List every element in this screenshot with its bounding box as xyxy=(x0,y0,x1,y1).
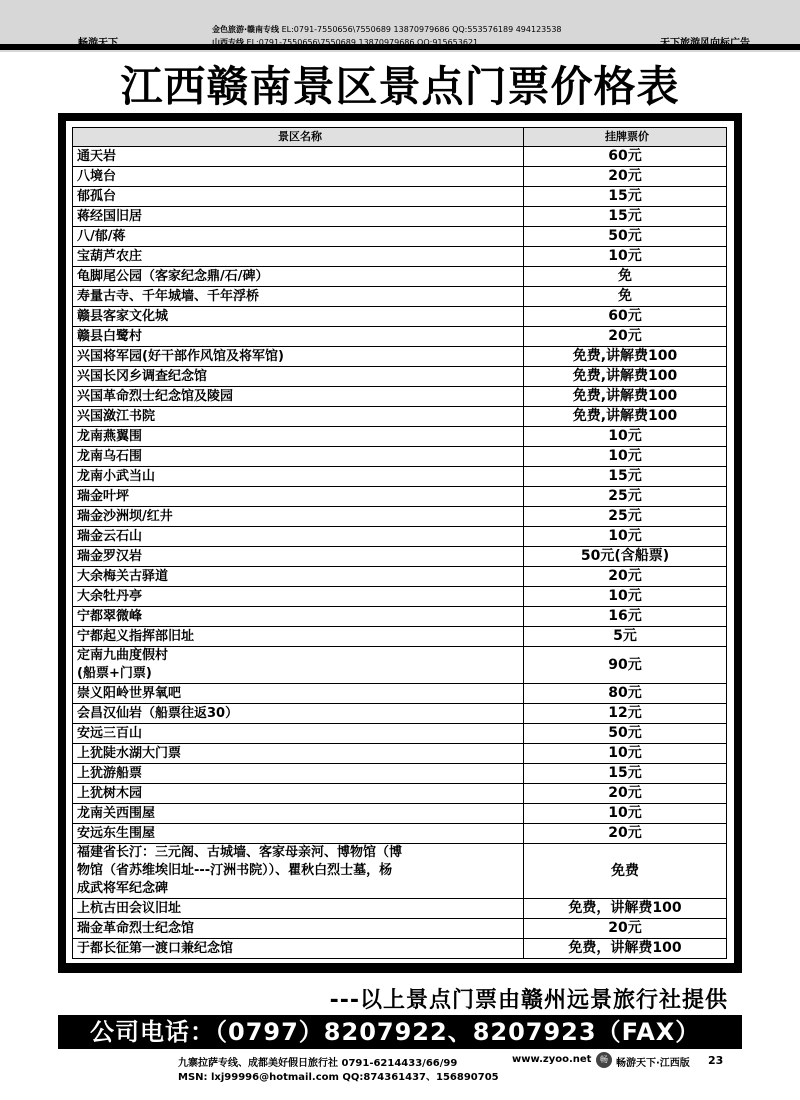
table-row xyxy=(73,684,727,704)
ticket-price: 15元 xyxy=(524,764,727,784)
attraction-name xyxy=(73,939,524,959)
attraction-name-line: 龙南关西围屋 xyxy=(77,805,156,821)
attraction-name-line: 上犹树木园 xyxy=(77,785,143,801)
ticket-price: 50元 xyxy=(524,227,727,247)
table-row xyxy=(73,287,727,307)
table-row xyxy=(73,247,727,267)
price-table-panel xyxy=(66,121,734,963)
attraction-name xyxy=(73,764,524,784)
attraction-name xyxy=(73,227,524,247)
attraction-name-line: 大余牡丹亭 xyxy=(77,588,143,604)
brand-logo-icon: 畅 xyxy=(596,1052,612,1068)
page-title: 江西赣南景区景点门票价格表 xyxy=(60,62,740,112)
ticket-price: 60元 xyxy=(524,147,727,167)
attraction-name-line: 通天岩 xyxy=(77,148,117,164)
table-row xyxy=(73,387,727,407)
footer-website: www.zyoo.net xyxy=(512,1054,592,1065)
ticket-price: 10元 xyxy=(524,247,727,267)
ticket-price: 免 xyxy=(524,267,727,287)
table-row xyxy=(73,899,727,919)
table-row xyxy=(73,784,727,804)
attraction-name-line: 兴国潋江书院 xyxy=(77,408,156,424)
provider-note: ---以上景点门票由赣州远景旅行社提供 xyxy=(329,988,728,1013)
table-row xyxy=(73,919,727,939)
ticket-price: 10元 xyxy=(524,427,727,447)
attraction-name xyxy=(73,547,524,567)
ticket-price: 20元 xyxy=(524,567,727,587)
attraction-name-line: 龙南乌石围 xyxy=(77,448,143,464)
attraction-name-line: 瑞金革命烈士纪念馆 xyxy=(77,920,195,936)
attraction-name-line: 瑞金叶坪 xyxy=(77,488,130,504)
attraction-name xyxy=(73,167,524,187)
attraction-name-line: 蒋经国旧居 xyxy=(77,208,143,224)
price-table-frame xyxy=(58,113,742,973)
column-header-price: 挂牌票价 xyxy=(524,128,727,147)
table-row xyxy=(73,527,727,547)
attraction-name-line: 赣县白鹭村 xyxy=(77,328,143,344)
attraction-name xyxy=(73,527,524,547)
attraction-name xyxy=(73,899,524,919)
attraction-name-line: 安远东生围屋 xyxy=(77,825,156,841)
table-row xyxy=(73,367,727,387)
ticket-price: 50元(含船票) xyxy=(524,547,727,567)
attraction-name-line: 会昌汉仙岩（船票往返30） xyxy=(77,705,239,721)
attraction-name xyxy=(73,347,524,367)
attraction-name xyxy=(73,147,524,167)
attraction-name-line: 福建省长汀：三元阁、古城墙、客家母亲河、博物馆（博 xyxy=(77,845,403,860)
attraction-name xyxy=(73,784,524,804)
attraction-name-line: 龙南燕翼围 xyxy=(77,428,143,444)
footer-contact-line: MSN: lxj99996@hotmail.com QQ:874361437、156890705 xyxy=(178,1072,499,1083)
page-number: 23 xyxy=(708,1054,724,1067)
attraction-name xyxy=(73,744,524,764)
attraction-name-line: 上杭古田会议旧址 xyxy=(77,900,182,916)
attraction-name-line: 兴国革命烈士纪念馆及陵园 xyxy=(77,388,234,404)
ticket-price: 15元 xyxy=(524,207,727,227)
table-row xyxy=(73,407,727,427)
attraction-name xyxy=(73,287,524,307)
attraction-name xyxy=(73,427,524,447)
attraction-name xyxy=(73,567,524,587)
attraction-name-line: 宝葫芦农庄 xyxy=(77,248,143,264)
table-row xyxy=(73,627,727,647)
attraction-name-line: 宁都起义指挥部旧址 xyxy=(77,628,195,644)
ticket-price: 25元 xyxy=(524,487,727,507)
ticket-price: 20元 xyxy=(524,167,727,187)
ticket-price: 10元 xyxy=(524,804,727,824)
attraction-name xyxy=(73,587,524,607)
attraction-name xyxy=(73,487,524,507)
attraction-name xyxy=(73,627,524,647)
attraction-name xyxy=(73,407,524,427)
attraction-name-line: 物馆（省苏维埃旧址---汀洲书院））、瞿秋白烈士墓，杨 xyxy=(77,863,393,878)
ticket-price: 免费，讲解费100 xyxy=(524,899,727,919)
attraction-name-line: 安远三百山 xyxy=(77,725,143,741)
attraction-name-line: 上犹游船票 xyxy=(77,765,143,781)
attraction-name xyxy=(73,647,524,684)
table-header-row xyxy=(73,128,727,147)
attraction-name xyxy=(73,307,524,327)
table-row xyxy=(73,547,727,567)
attraction-name-line: 郁孤台 xyxy=(77,188,117,204)
table-row xyxy=(73,327,727,347)
ticket-price: 免费,讲解费100 xyxy=(524,407,727,427)
column-header-name: 景区名称 xyxy=(73,128,524,147)
contact-text-1: EL:0791-7550656\7550689 13870979686 QQ:553576189 494123538 xyxy=(281,25,562,34)
table-row xyxy=(73,567,727,587)
attraction-name-line: 成武将军纪念碑 xyxy=(77,881,169,896)
attraction-name-line: 定南九曲度假村 xyxy=(77,648,169,663)
ticket-price: 20元 xyxy=(524,327,727,347)
attraction-name-line: 大余梅关古驿道 xyxy=(77,568,169,584)
attraction-name-line: 崇义阳岭世界氧吧 xyxy=(77,685,182,701)
attraction-name-line: 八/郁/蒋 xyxy=(77,228,126,244)
ticket-price: 60元 xyxy=(524,307,727,327)
ticket-price: 20元 xyxy=(524,919,727,939)
contact-text-2: EL:0791-7550656\7550689 13870979686 QQ:915653621 xyxy=(246,38,479,47)
attraction-name xyxy=(73,607,524,627)
attraction-name xyxy=(73,919,524,939)
ticket-price: 80元 xyxy=(524,684,727,704)
footer-brand: 畅游天下·江西版 xyxy=(616,1058,690,1069)
ticket-price: 免费,讲解费100 xyxy=(524,367,727,387)
table-row xyxy=(73,467,727,487)
attraction-name-line: 龙南小武当山 xyxy=(77,468,156,484)
ticket-price: 免费,讲解费100 xyxy=(524,347,727,367)
contact-line-1 xyxy=(212,24,562,35)
ticket-price: 25元 xyxy=(524,507,727,527)
attraction-name-line: 瑞金罗汉岩 xyxy=(77,548,143,564)
attraction-name xyxy=(73,467,524,487)
ticket-price: 90元 xyxy=(524,647,727,684)
table-row xyxy=(73,764,727,784)
attraction-name xyxy=(73,187,524,207)
table-row xyxy=(73,447,727,467)
ticket-price: 10元 xyxy=(524,587,727,607)
ticket-price: 免费 xyxy=(524,844,727,899)
table-row xyxy=(73,187,727,207)
attraction-name xyxy=(73,704,524,724)
ticket-price: 10元 xyxy=(524,744,727,764)
attraction-name xyxy=(73,844,524,899)
table-row xyxy=(73,844,727,899)
ticket-price: 20元 xyxy=(524,824,727,844)
attraction-name xyxy=(73,367,524,387)
table-row xyxy=(73,487,727,507)
ticket-price: 15元 xyxy=(524,467,727,487)
attraction-name-line: 龟脚尾公园（客家纪念鼎/石/碑） xyxy=(77,268,269,284)
table-row xyxy=(73,824,727,844)
ticket-price: 免费,讲解费100 xyxy=(524,387,727,407)
contact-line-2 xyxy=(212,37,478,48)
attraction-name-line: 瑞金沙洲坝/红井 xyxy=(77,508,173,524)
attraction-name xyxy=(73,684,524,704)
table-row xyxy=(73,267,727,287)
attraction-name xyxy=(73,804,524,824)
ticket-price: 16元 xyxy=(524,607,727,627)
table-row xyxy=(73,427,727,447)
table-row xyxy=(73,587,727,607)
attraction-name xyxy=(73,447,524,467)
section-label: 天下旅游风向标广告 xyxy=(660,38,750,49)
attraction-name xyxy=(73,267,524,287)
attraction-name-line: 赣县客家文化城 xyxy=(77,308,169,324)
ticket-price: 5元 xyxy=(524,627,727,647)
attraction-name xyxy=(73,207,524,227)
magazine-name: 畅游天下 xyxy=(78,38,118,49)
attraction-name xyxy=(73,247,524,267)
table-row xyxy=(73,167,727,187)
table-row xyxy=(73,744,727,764)
attraction-name-line: (船票+门票) xyxy=(77,666,152,681)
contact-label-2: 山西专线 xyxy=(212,38,244,47)
ticket-price: 20元 xyxy=(524,784,727,804)
table-row xyxy=(73,607,727,627)
table-row xyxy=(73,207,727,227)
ticket-price: 10元 xyxy=(524,447,727,467)
top-header-band xyxy=(0,0,800,52)
ticket-price: 15元 xyxy=(524,187,727,207)
attraction-name xyxy=(73,824,524,844)
table-row xyxy=(73,804,727,824)
attraction-name xyxy=(73,387,524,407)
ticket-price: 免费，讲解费100 xyxy=(524,939,727,959)
company-phone: 公司电话：（0797）8207922、8207923（FAX） xyxy=(90,1018,701,1046)
attraction-name-line: 兴国长冈乡调查纪念馆 xyxy=(77,368,208,384)
price-table xyxy=(72,127,727,959)
attraction-name-line: 寿量古寺、千年城墙、千年浮桥 xyxy=(77,288,260,304)
attraction-name-line: 兴国将军园(好干部作风馆及将军馆) xyxy=(77,348,284,364)
attraction-name-line: 上犹陡水湖大门票 xyxy=(77,745,182,761)
table-body xyxy=(73,147,727,959)
attraction-name xyxy=(73,724,524,744)
attraction-name-line: 于都长征第一渡口兼纪念馆 xyxy=(77,940,234,956)
contact-label-1: 金色旅游·赣南专线 xyxy=(212,25,280,34)
table-row xyxy=(73,939,727,959)
attraction-name-line: 八境台 xyxy=(77,168,117,184)
attraction-name-line: 宁都翠微峰 xyxy=(77,608,143,624)
footer-agency-line: 九寨拉萨专线、成都美好假日旅行社 0791-6214433/66/99 xyxy=(178,1058,458,1069)
attraction-name xyxy=(73,507,524,527)
table-row xyxy=(73,507,727,527)
table-row xyxy=(73,347,727,367)
table-row xyxy=(73,147,727,167)
attraction-name-line: 瑞金云石山 xyxy=(77,528,143,544)
table-row xyxy=(73,307,727,327)
ticket-price: 12元 xyxy=(524,704,727,724)
table-row xyxy=(73,647,727,684)
table-row xyxy=(73,724,727,744)
ticket-price: 10元 xyxy=(524,527,727,547)
table-row xyxy=(73,227,727,247)
table-row xyxy=(73,704,727,724)
ticket-price: 50元 xyxy=(524,724,727,744)
attraction-name xyxy=(73,327,524,347)
ticket-price: 免 xyxy=(524,287,727,307)
